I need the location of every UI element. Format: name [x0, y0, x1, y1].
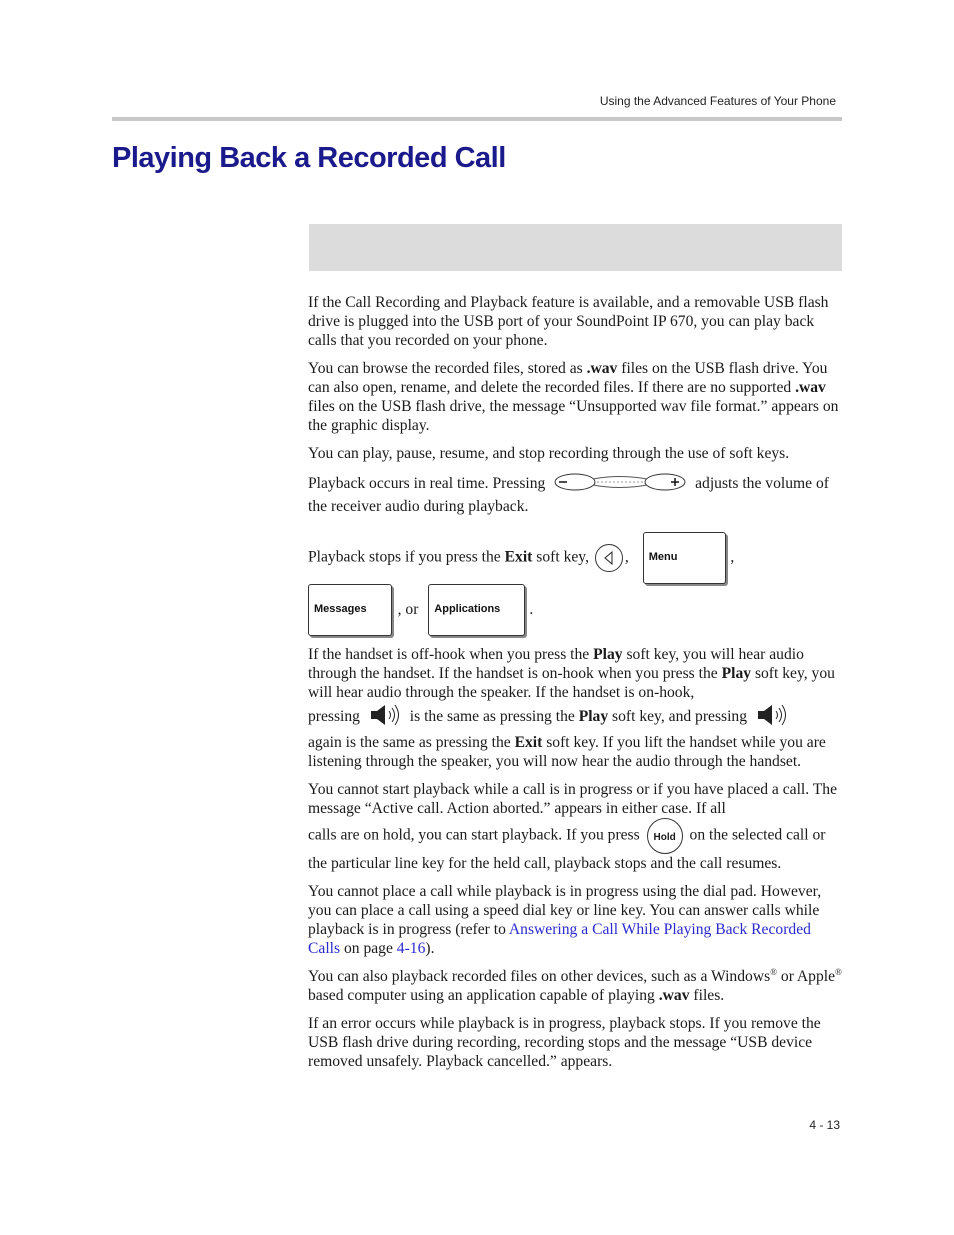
hold-key-label: Hold — [653, 832, 676, 843]
header-rule — [112, 117, 842, 121]
text-run: You can browse the recorded files, stored as — [308, 360, 587, 377]
text-run: soft key, you will hear audio through the speaker. If the handset is on-hook, — [308, 665, 835, 701]
text-run: files on the USB flash drive, the message “Unsupported wav file format.” appears on the graphic display. — [308, 398, 839, 434]
gray-banner — [309, 224, 842, 271]
text-run: You can also playback recorded files on other devices, such as a Windows — [308, 968, 771, 985]
running-head: Using the Advanced Features of Your Phone — [599, 94, 836, 108]
paragraph-4 — [308, 472, 842, 516]
text-run: or Apple — [777, 968, 836, 985]
text-run: soft key, and pressing — [608, 708, 748, 726]
text-run: , or — [397, 600, 419, 618]
play-term: Play — [721, 665, 752, 682]
exit-term: Exit — [504, 548, 533, 566]
text-run: files. — [689, 987, 725, 1004]
back-arrow-key-icon — [595, 544, 623, 572]
text-run: soft key. If you lift the handset while you are listening through the speaker, you will now hear the audio through the handset. — [308, 734, 826, 770]
text-run: on the selected call or the particular line key for the held call, playback stops and the call resumes. — [308, 826, 826, 872]
text-run: , — [730, 548, 735, 566]
text-run: soft key, you will hear audio through the handset. If the handset is on-hook when you press the — [308, 646, 804, 682]
paragraph-3: You can play, pause, resume, and stop recording through the use of soft keys. — [308, 445, 790, 462]
wav-term: .wav — [795, 379, 826, 396]
text-run: ). — [425, 940, 435, 957]
text-run: calls are on hold, you can start playback. If you press — [308, 826, 640, 844]
hold-key-icon — [647, 818, 683, 854]
paragraph-2 — [308, 359, 842, 435]
text-run: , — [624, 548, 629, 566]
speaker-key-icon — [368, 702, 402, 733]
text-run: Playback occurs in real time. Pressing — [308, 475, 546, 493]
text-run: adjusts the volume of the receiver audio during playback. — [308, 475, 829, 515]
text-run: is the same as pressing the — [409, 708, 579, 726]
text-run: pressing — [308, 708, 360, 726]
speaker-key-icon — [755, 702, 789, 733]
paragraph-5 — [308, 532, 842, 636]
registered-mark: ® — [770, 966, 777, 977]
text-run: based computer using an application capable of playing — [308, 987, 659, 1004]
page-4-16-link[interactable]: 4-16 — [396, 940, 426, 957]
text-run: You cannot start playback while a call is in progress or if you have placed a call. The message “Active call. Action aborted.” appears in either case. If all — [308, 781, 838, 817]
page-number: 4 - 13 — [809, 1118, 840, 1132]
wav-term: .wav — [586, 360, 618, 377]
messages-key: Messages — [308, 584, 392, 636]
text-run: soft key, — [532, 548, 589, 566]
exit-term: Exit — [514, 734, 543, 751]
text-run: Playback stops if you press the — [308, 548, 505, 566]
wav-term: .wav — [658, 987, 690, 1004]
text-run: files on the USB flash drive. You can also open, rename, and delete the recorded files. If there are no supported — [308, 360, 828, 396]
paragraph-1: If the Call Recording and Playback feature is available, and a removable USB flash drive is plugged into the USB port of your SoundPoint IP 670, you can play back calls that you recorded on your phone. — [308, 294, 829, 349]
applications-key: Applications — [428, 584, 525, 636]
body-text — [308, 293, 842, 1080]
text-run: on page — [340, 940, 397, 957]
paragraph-7 — [308, 780, 842, 873]
text-run: . — [529, 600, 534, 618]
registered-mark: ® — [835, 966, 842, 977]
play-term: Play — [593, 646, 623, 663]
paragraph-10: If an error occurs while playback is in progress, playback stops. If you remove the USB flash drive during recording, recording stops and the message “USB device removed unsafely. Playback cancelled.” appears. — [308, 1015, 821, 1070]
paragraph-6 — [308, 645, 842, 771]
text-run: again is the same as pressing the — [308, 734, 515, 751]
text-run: If the handset is off-hook when you press the — [308, 646, 594, 663]
answering-call-link[interactable]: Answering a Call While Playing Back Recorded Calls — [308, 921, 811, 957]
menu-key: Menu — [643, 532, 727, 584]
text-run: You cannot place a call while playback is in progress using the dial pad. However, you can place a call using a speed dial key or line key. You can answer calls while playback is in progress (refer to — [308, 883, 822, 938]
page-title: Playing Back a Recorded Call — [112, 142, 506, 174]
volume-key-icon — [553, 472, 687, 497]
paragraph-8 — [308, 882, 842, 958]
play-term: Play — [578, 708, 609, 726]
paragraph-9 — [308, 967, 842, 1005]
